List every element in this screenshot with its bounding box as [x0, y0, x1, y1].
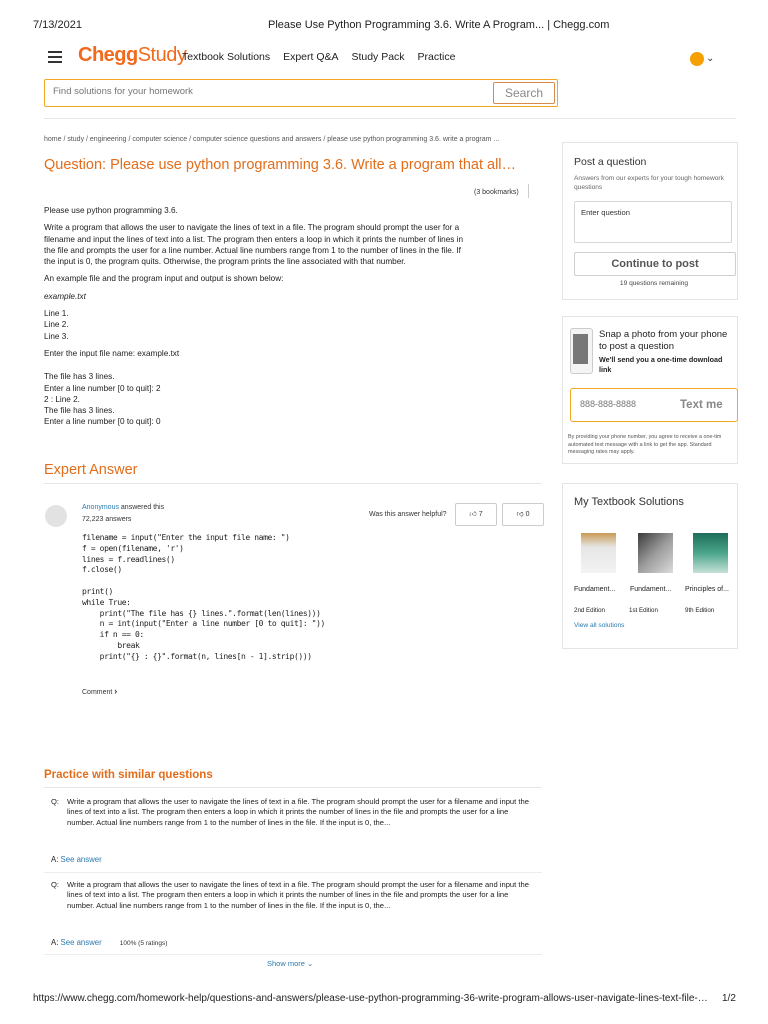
top-nav [44, 44, 734, 72]
question-description: Write a program that allows the user to navigate the lines of text in a file. The program should prompt the user for a filename and input the lines of text into a list. The program then enters a loop in which it prints the number of lines in the file and prompts the user for a line number. Actual line numbers range from 1 to the number of lines in the file. If the input is 0, the program quits. Otherwise, the program prints the line associated with that number. [44, 223, 464, 267]
chevron-down-icon: ⌄ [307, 959, 314, 968]
see-answer-link[interactable]: See answer [60, 855, 102, 864]
answered-label: answered this [118, 504, 165, 511]
search-button[interactable]: Search [493, 82, 555, 104]
post-question-heading: Post a question [574, 156, 647, 168]
practice-question[interactable] [51, 880, 531, 911]
view-all-solutions-link[interactable]: View all solutions [574, 622, 625, 629]
practice-answer [51, 855, 102, 864]
book-title[interactable]: Fundament... [574, 586, 616, 593]
up-vote-count: 7 [478, 511, 483, 518]
search-bar [44, 79, 558, 107]
nav-practice[interactable]: Practice [417, 51, 456, 63]
example-file-name: example.txt [44, 291, 86, 301]
answerer-avatar [45, 505, 67, 527]
question-label: Q: [51, 880, 60, 889]
sms-disclaimer: By providing your phone number, you agree to receive a one-tim automated text message with a link to get the app. Standard messaging rates may apply. [568, 434, 722, 456]
answer-author [82, 504, 164, 511]
practice-divider [44, 954, 542, 955]
book-cover[interactable] [638, 533, 673, 573]
example-output-line: The file has 3 lines. [44, 372, 115, 382]
print-title: Please Use Python Programming 3.6. Write A Program... | Chegg.com [268, 19, 610, 31]
question-label: Q: [51, 797, 60, 806]
example-output-line: 2 : Line 2. [44, 394, 80, 404]
example-input-prompt: Enter the input file name: example.txt [44, 348, 180, 358]
menu-icon[interactable] [48, 48, 62, 66]
textbook-solutions-heading: My Textbook Solutions [574, 496, 684, 508]
print-url: https://www.chegg.com/homework-help/questions-and-answers/please-use-python-programming-36-write-program-allows-user-navigate-lines-text-file-… [33, 993, 708, 1004]
snap-heading: Snap a photo from your phone to post a question [599, 329, 728, 352]
comment-label: Comment [82, 689, 113, 696]
helpful-prompt: Was this answer helpful? [369, 511, 447, 518]
expert-answer-divider [44, 483, 542, 484]
snap-subtext: We'll send you a one-time download link [599, 355, 723, 374]
phone-placeholder: 888-888-8888 [580, 399, 637, 409]
answer-label: A: [51, 855, 59, 864]
show-more-label: Show more [267, 959, 305, 968]
example-output-line: The file has 3 lines. [44, 406, 115, 416]
logo-study: Study [137, 44, 187, 66]
practice-divider [44, 787, 542, 788]
nav-study-pack[interactable]: Study Pack [351, 51, 405, 63]
example-output-line: Enter a line number [0 to quit]: 2 [44, 383, 161, 393]
logo-brand: Chegg [78, 44, 138, 66]
practice-heading: Practice with similar questions [44, 769, 213, 781]
thumbs-down-icon: 👎︎ [516, 511, 524, 518]
practice-question-text: Write a program that allows the user to navigate the lines of text in a file. The program should prompt the user for a filename and input the lines of text into a list. The program then enters a loop in which it prints the number of lines in the file and prompts the user for a line number. Actual line numbers range from 1 to the number of lines in the file. If the input is 0, the... [67, 880, 529, 910]
comment-link[interactable] [82, 686, 117, 696]
question-input[interactable]: Enter question [574, 201, 732, 243]
print-page-number: 1/2 [722, 993, 736, 1004]
chevron-down-icon: ⌄ [706, 53, 715, 65]
book-edition: 2nd Edition [574, 607, 605, 614]
nav-expert-qa[interactable]: Expert Q&A [283, 51, 339, 63]
continue-to-post-button[interactable]: Continue to post [574, 252, 736, 276]
nav-links [182, 51, 465, 63]
header-divider [44, 118, 736, 119]
answer-code: filename = input("Enter the input file name: ") f = open(filename, 'r') lines = f.readlines() f.close() print() while True: print("The file has {} lines.".format(len(lines))) n = int(input("Enter a line number [0 to quit]: ")) if n == 0: break print("{} : {}".format(n, lines[n - 1].strip())) [82, 533, 325, 661]
author-name[interactable]: Anonymous [82, 504, 119, 511]
post-question-subtext: Answers from our experts for your tough homework questions [574, 175, 724, 191]
question-title: Question: Please use python programming 3.6. Write a program that all… [44, 157, 517, 173]
book-title[interactable]: Principles of... [685, 586, 729, 593]
book-cover[interactable] [581, 533, 616, 573]
nav-textbook-solutions[interactable]: Textbook Solutions [182, 51, 271, 63]
practice-divider [44, 872, 542, 873]
account-menu[interactable] [690, 50, 714, 68]
thumbs-up-icon: 👍︎ [469, 511, 477, 518]
show-more-link[interactable] [267, 959, 313, 968]
practice-answer [51, 938, 167, 947]
phone-screen-image [573, 334, 588, 364]
answer-label: A: [51, 938, 59, 947]
text-me-button[interactable]: Text me [680, 399, 723, 411]
avatar [690, 52, 704, 66]
book-edition: 9th Edition [685, 607, 715, 614]
example-line: Line 2. [44, 320, 69, 330]
thumbs-down-button[interactable] [502, 503, 544, 526]
question-body [44, 205, 464, 428]
see-answer-link[interactable]: See answer [60, 938, 102, 947]
search-input[interactable] [53, 86, 473, 97]
practice-question[interactable] [51, 797, 531, 828]
questions-remaining: 19 questions remaining [619, 280, 689, 287]
question-example-intro: An example file and the program input and output is shown below: [44, 274, 284, 284]
chegg-study-logo[interactable] [78, 44, 186, 67]
book-title[interactable]: Fundament... [630, 586, 672, 593]
breadcrumb[interactable]: home / study / engineering / computer science / computer science questions and answers / please use python programming 3.6. write a program ... [44, 136, 500, 143]
bookmark-count[interactable]: (3 bookmarks) [474, 189, 519, 196]
practice-question-text: Write a program that allows the user to navigate the lines of text in a file. The program should prompt the user for a filename and input the lines of text into a list. The program then enters a loop in which it prints the number of lines in the file and prompts the user for a line number. Actual line numbers range from 1 to the number of lines in the file. If the input is 0, the... [67, 797, 529, 827]
question-intro: Please use python programming 3.6. [44, 206, 178, 215]
bookmark-divider [528, 184, 529, 198]
chevron-right-icon: › [114, 686, 118, 696]
book-edition: 1st Edition [629, 607, 658, 614]
example-output-line: Enter a line number [0 to quit]: 0 [44, 417, 161, 427]
answer-rating: 100% (5 ratings) [119, 940, 168, 947]
expert-answer-heading: Expert Answer [44, 462, 138, 478]
example-line: Line 1. [44, 309, 69, 319]
thumbs-up-button[interactable] [455, 503, 497, 526]
down-vote-count: 0 [525, 511, 530, 518]
answer-count: 72,223 answers [82, 516, 132, 523]
example-line: Line 3. [44, 331, 69, 341]
book-cover[interactable] [693, 533, 728, 573]
print-date: 7/13/2021 [33, 19, 82, 31]
